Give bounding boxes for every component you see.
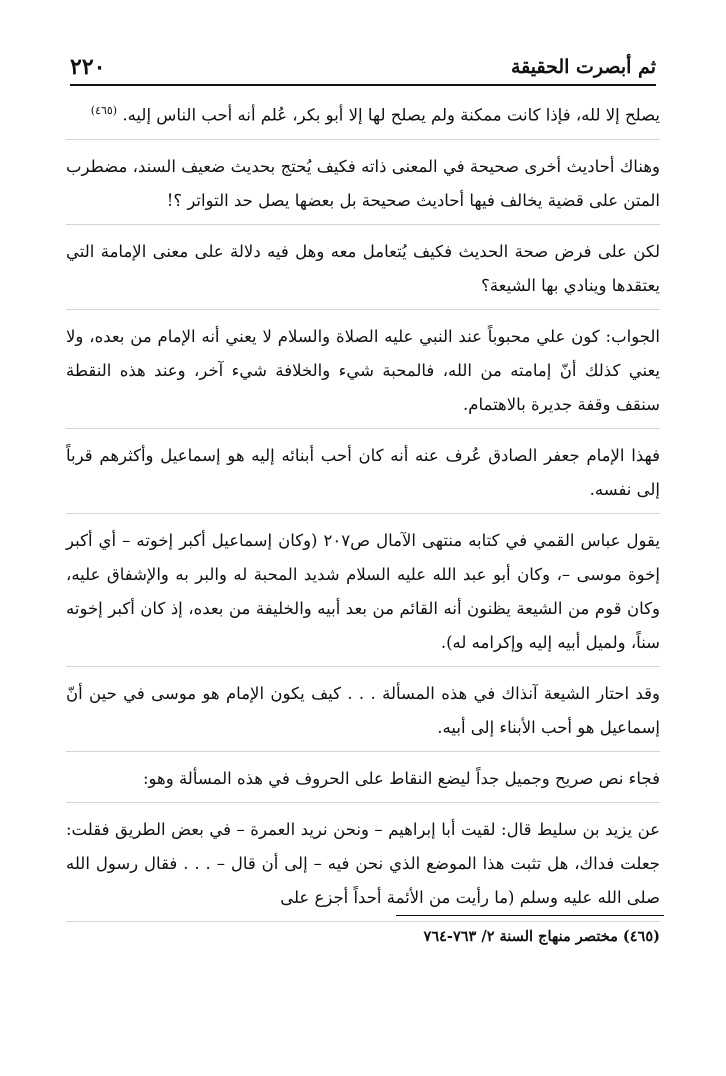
paragraph [66, 92, 660, 140]
paragraph: عن يزيد بن سليط قال: لقيت أبا إبراهيم – ونحن نريد العمرة – في بعض الطريق فقلت: جعلت فداك، هل تثبت هذا الموضع الذي نحن فيه – إلى أن قال – . . . فقال رسول الله صلى الله عليه وسلم (ما رأيت من الأئمة أحداً أجزع على [66, 811, 660, 922]
book-title: ثم أبصرت الحقيقة [510, 56, 656, 78]
paragraph: وقد احتار الشيعة آنذاك في هذه المسألة . . . كيف يكون الإمام هو موسى في حين أنّ إسماعيل هو أحب الأبناء إلى أبيه. [66, 675, 660, 752]
footnote-divider [396, 915, 664, 916]
paragraph: لكن على فرض صحة الحديث فكيف يُتعامل معه وهل فيه دلالة على معنى الإمامة التي يعتقدها وينادي بها الشيعة؟ [66, 233, 660, 310]
main-text [66, 92, 660, 922]
page-number: ٢٢٠ [70, 54, 106, 80]
paragraph: فجاء نص صريح وجميل جداً ليضع النقاط على الحروف في هذه المسألة وهو: [66, 760, 660, 803]
paragraph: وهناك أحاديث أخرى صحيحة في المعنى ذاته فكيف يُحتج بحديث ضعيف السند، مضطرب المتن على قضية يخالف فيها أحاديث صحيحة بل بعضها يصل حد التواتر ؟! [66, 148, 660, 225]
running-header [70, 50, 656, 86]
paragraph-text: يصلح إلا لله، فإذا كانت ممكنة ولم يصلح لها إلا أبو بكر، عُلم أنه أحب الناس إليه. [122, 105, 660, 125]
paragraph: يقول عباس القمي في كتابه منتهى الآمال ص٢٠٧ (وكان إسماعيل أكبر إخوته – أي أكبر إخوة موسى –، وكان أبو عبد الله عليه السلام شديد المحبة له والبر به والإشفاق عليه، وكان قوم من الشيعة يظنون أنه القائم من بعد أبيه والخليفة من بعده، إذ كان أكبر إخوته سناً، ولميل أبيه إليه وإكرامه له). [66, 522, 660, 667]
paragraph: فهذا الإمام جعفر الصادق عُرف عنه أنه كان أحب أبنائه إليه هو إسماعيل وأكثرهم قرباً إلى نفسه. [66, 437, 660, 514]
paragraph: الجواب: كون علي محبوباً عند النبي عليه الصلاة والسلام لا يعني أنه الإمام من بعده، ولا يعني كذلك أنّ إمامته من الله، فالمحبة شيء والخلافة شيء آخر، وعند هذه النقطة سنقف وقفة جديرة بالاهتمام. [66, 318, 660, 429]
footnote-ref[interactable]: (٤٦٥) [90, 104, 118, 117]
footnote: (٤٦٥) مختصر منهاج السنة ٢/ ٧٦٣-٧٦٤ [423, 928, 660, 945]
